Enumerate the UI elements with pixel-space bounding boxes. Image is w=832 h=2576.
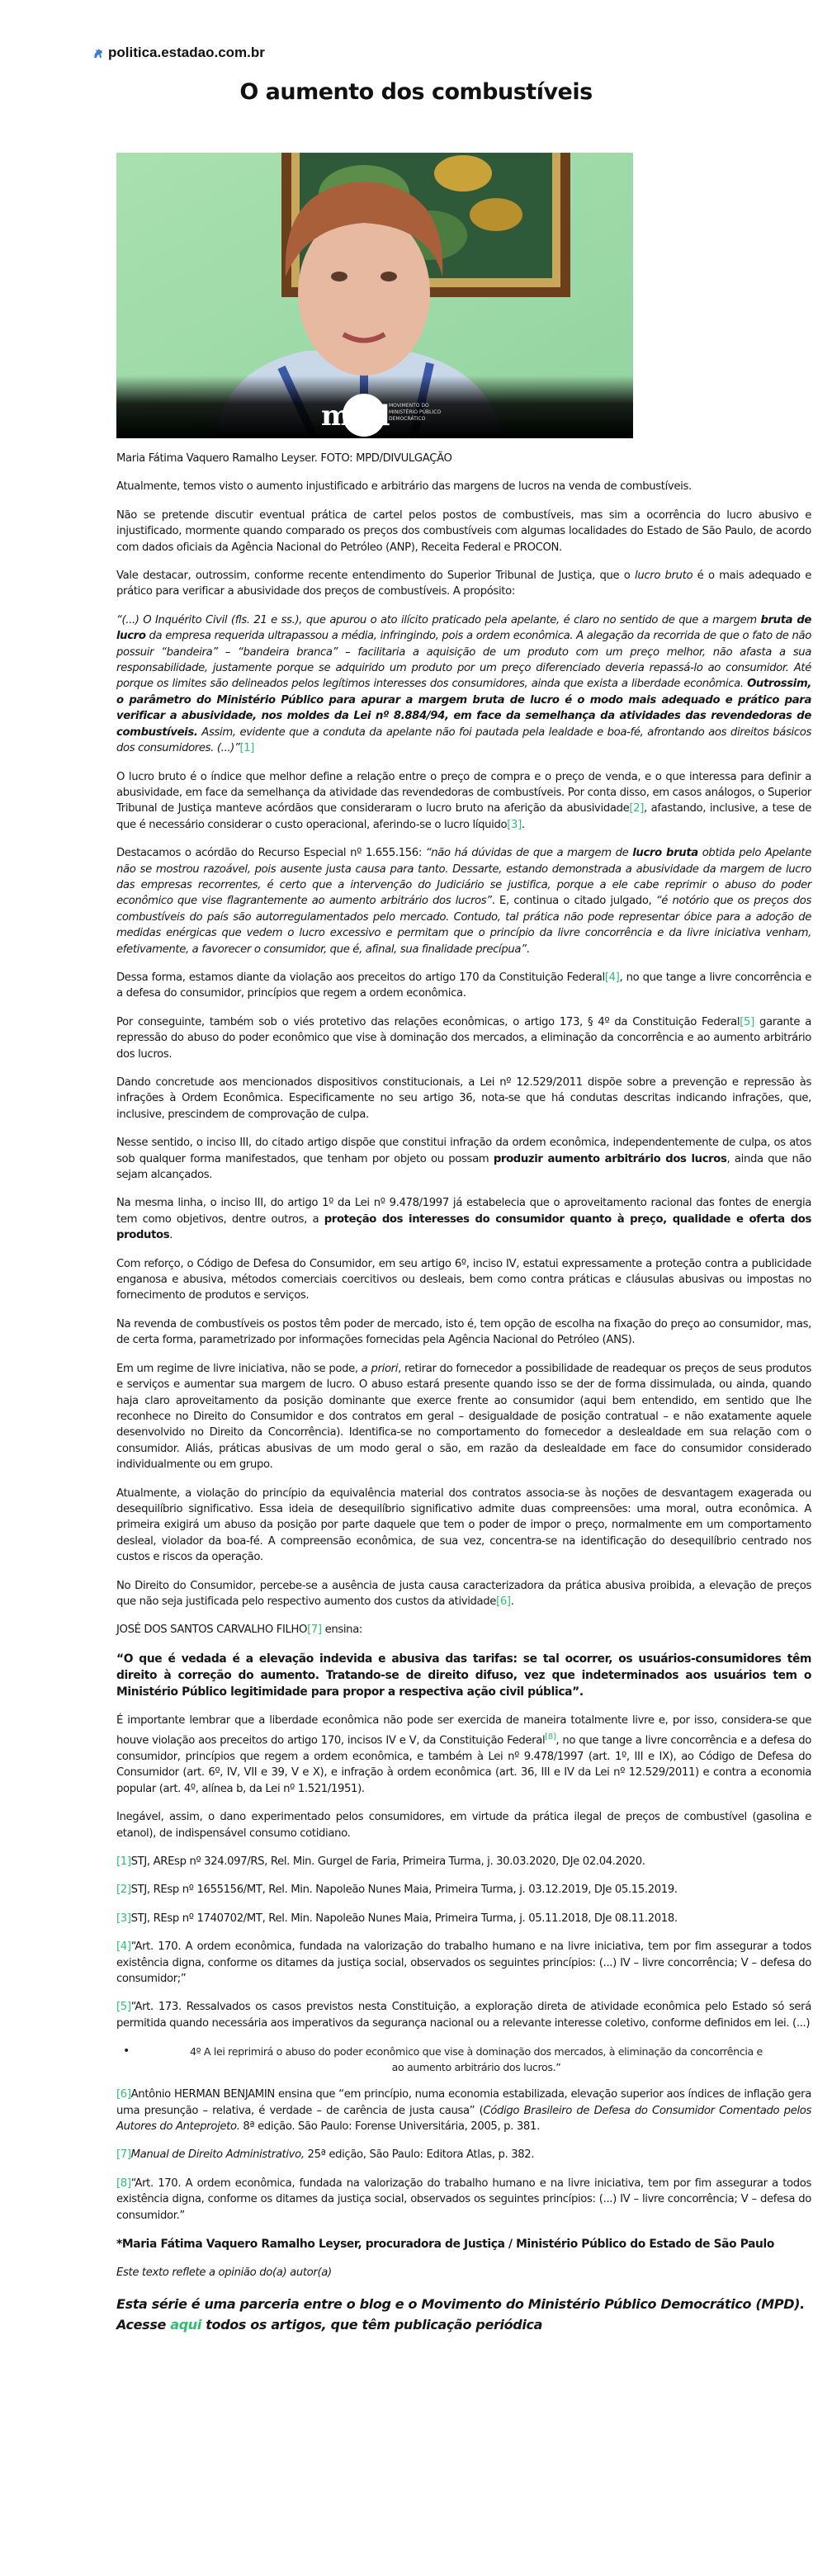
footnote-ref-3[interactable]: [3] (507, 818, 522, 831)
paragraph: É importante lembrar que a liberdade econômica não pode ser exercida de maneira totalmente livre e, por isso, considera-se que houve violação aos preceitos do artigo 170, incisos IV e V, da Constituição Federal[8], no que tange a livre concorrência e a defesa do consumidor, princípios que regem a ordem econômica, e também à Lei nº 9.478/1997 (art. 1º, III e IX), ao Código de Defesa do Consumidor (art. 6º, IV, VII e 39, V e X), e infração à ordem econômica (art. 36, III e IV da Lei nº 12.529/2011) e contra a economia popular (art. 4º, alínea b, da Lei nº 1.521/1951). (116, 1713, 811, 1795)
paragraph: Inegável, assim, o dano experimentado pelos consumidores, em virtude da prática ilegal de preços de combustível (gasolina e etanol), de indispensável consumo cotidiano. (116, 1811, 811, 1840)
footnote-backlink-2[interactable]: [2] (116, 1884, 131, 1897)
paragraph: Destacamos o acórdão do Recurso Especial nº 1.655.156: “não há dúvidas de que a margem de lucro bruta obtida pelo Apelante não se mostrou razoável, pois ausente justa causa para tanto. Dessarte, estando demonstrada a abusividade da margem de lucro das empresas recorrentes, é certo que a intervenção do Judiciário se justifica, porque a ele cabe reprimir o abuso do poder econômico que vise flagrantemente ao aumento arbitrário dos lucros”. E, continua o citado julgado, “é notório que os preços dos combustíveis do país são autorregulamentados pelo mercado. Contudo, tal prática não pode representar óbice para a adoção de medidas enérgicas que vedem o lucro excessivo e permitam que o princípio da livre concorrência e da livre iniciativa venham, efetivamente, a favorecer o consumidor, que é, afinal, sua finalidade precípua”. (116, 847, 812, 956)
paragraph: No Direito do Consumidor, percebe-se a ausência de justa causa caracterizadora da prática abusiva proibida, a elevação de preços que não seja justificada pelo respectivo aumento dos custos da atividade[6]. (116, 1579, 811, 1608)
author-photo-illustration (116, 153, 633, 438)
mpd-watermark-text: mpd (321, 399, 390, 432)
footnote-backlink-1[interactable]: [1] (116, 1855, 131, 1869)
author-bio: *Maria Fátima Vaquero Ramalho Leyser, procuradora de Justiça / Ministério Público do Estado de São Paulo (116, 2238, 775, 2252)
paragraph: Com reforço, o Código de Defesa do Consumidor, em seu artigo 6º, inciso IV, estatui expressamente a proteção contra a publicidade enganosa e abusiva, métodos comerciais coercitivos ou desleais, bem como contra práticas e cláusulas abusivas ou impostas no fornecimento de produtos e serviços. (116, 1257, 811, 1302)
paragraph: Em um regime de livre iniciativa, não se pode, a priori, retirar do fornecedor a possibilidade de readequar os preços de seus produtos e serviços e aumentar sua margem de lucro. O abuso estará presente quando isso se der de forma dissimulada, ou ainda, quando haja claro aproveitamento da posição dominante que exerce frente ao consumidor (aqui bem entendido, em sentido que lhe reconhece no Direito do Consumidor e dos contratos em geral – desigualdade de posição contratual – e não exatamente aquele desenvolvido no Direito da Concorrência). Identifica-se no comportamento do fornecedor a deslealdade em sua relação com o consumidor. Aliás, práticas abusivas de um modo geral o são, em razão da deslealdade em face do consumidor considerado individualmente ou em grupo. (116, 1362, 811, 1472)
footnote-1: [1]STJ, AREsp nº 324.097/RS, Rel. Min. Gurgel de Faria, Primeira Turma, j. 30.03.2020, DJe 02.04.2020. (116, 1855, 645, 1869)
footnote-backlink-7[interactable]: [7] (116, 2148, 131, 2162)
footnote-ref-5[interactable]: [5] (740, 1015, 754, 1028)
paragraph: Atualmente, temos visto o aumento injustificado e arbitrário das margens de lucros na venda de combustíveis. (116, 480, 692, 494)
footnote-7: [7]Manual de Direito Administrativo, 25ª edição, São Paulo: Editora Atlas, p. 382. (116, 2148, 535, 2162)
paragraph: O lucro bruto é o índice que melhor define a relação entre o preço de compra e o preço de venda, e o que interessa para definir a abusividade, em face da semelhança da atividade das revendedoras de combustíveis. Por conta disso, em casos análogos, o Superior Tribunal de Justiça manteve acórdãos que consideraram o lucro bruto na aferição da abusividade[2], afastando, inclusive, a tese de que é necessário considerar o custo operacional, aferindo-se o lucro líquido[3]. (116, 770, 812, 831)
footnote-ref-1[interactable]: [1] (239, 742, 255, 755)
footnote-5-list (116, 2044, 811, 2075)
footnote-6: [6]Antônio HERMAN BENJAMIN ensina que “em princípio, numa economia estabilizada, elevação superior aos índices de inflação gera uma presunção – relativa, é verdade – de carência de justa causa” (Código Brasileiro de Defesa do Consumidor Comentado pelos Autores do Anteprojeto. 8ª edição. São Paulo: Forense Universitária, 2005, p. 381. (116, 2088, 812, 2134)
bold-quote: “O que é vedada é a elevação indevida e abusiva das tarifas: se tal ocorrer, os usuários-consumidores têm direito à correção do aumento. Tratando-se de direito difuso, vez que indeterminados aos usuários tem o Ministério Público legitimidade para propor a respectiva ação civil pública”. (116, 1652, 811, 1699)
footnote-backlink-3[interactable]: [3] (116, 1912, 131, 1925)
article-body (116, 451, 811, 2347)
site-domain[interactable]: politica.estadao.com.br (108, 45, 265, 60)
footnote-2: [2]STJ, REsp nº 1655156/MT, Rel. Min. Napoleão Nunes Maia, Primeira Turma, j. 03.12.2019, DJe 05.15.2019. (116, 1884, 678, 1897)
footnote-backlink-6[interactable]: [6] (116, 2088, 131, 2101)
estadao-knight-icon (92, 47, 104, 59)
footnote-4: [4]“Art. 170. A ordem econômica, fundada na valorização do trabalho humano e na livre iniciativa, tem por fim assegurar a todos existência digna, conforme os ditames da justiça social, observados os seguintes princípios: (...) IV – livre concorrência; V – defesa do consumidor;” (116, 1940, 811, 1986)
paragraph: Dessa forma, estamos diante da violação aos preceitos do artigo 170 da Constituição Federal[4], no que tange a livre concorrência e a defesa do consumidor, princípios que regem a ordem econômica. (116, 971, 811, 1000)
footnote-ref-4[interactable]: [4] (604, 971, 620, 984)
photo-caption: Maria Fátima Vaquero Ramalho Leyser. FOTO: MPD/DIVULGAÇÃO (116, 452, 452, 465)
footnote-8: [8]“Art. 170. A ordem econômica, fundada na valorização do trabalho humano e na livre iniciativa, tem por fim assegurar a todos existência digna, conforme os ditames da justiça social, observados os seguintes princípios: (...) IV – livre concorrência; V – defesa do consumidor.” (116, 2177, 811, 2222)
footnote-ref-2[interactable]: [2] (629, 802, 645, 815)
svg-text:DEMOCRÁTICO: DEMOCRÁTICO (389, 416, 426, 422)
paragraph: Na mesma linha, o inciso III, do artigo 1º da Lei nº 9.478/1997 já estabelecia que o aproveitamento racional das fontes de energia tem como objetivos, dentre outros, a proteção dos interesses do consumidor quanto à preço, qualidade e oferta dos produtos. (116, 1197, 811, 1242)
paragraph: Vale destacar, outrossim, conforme recente entendimento do Superior Tribunal de Justiça, que o lucro bruto é o mais adequado e prático para verificar a abusividade dos preços de combustíveis. A propósito: (116, 570, 811, 598)
paragraph: Nesse sentido, o inciso III, do citado artigo dispõe que constitui infração da ordem econômica, independentemente de culpa, os atos sob qualquer forma manifestados, que tenham por objeto ou possam produzir aumento arbitrário dos lucros, ainda que não sejam alcançados. (116, 1137, 812, 1182)
paragraph: Atualmente, a violação do princípio da equivalência material dos contratos associa-se às noções de desvantagem exagerada ou desequilíbrio significativo. Essa ideia de desequilíbrio significativo admite duas compreensões: uma moral, outra econômica. A primeira exigirá um abuso da posição por parte daquele que tem o poder de impor o preço, normalmente em um comportamento desleal, violador da boa-fé. A compreensão econômica, de sua vez, concentra-se na identificação do desequilíbrio centrado nos custos e riscos da operação. (116, 1487, 811, 1564)
footnote-5: [5]“Art. 173. Ressalvados os casos previstos nesta Constituição, a exploração direta de atividade econômica pelo Estado só será permitida quando necessária aos imperativos da segurança nacional ou a relevante interesse coletivo, conforme definidos em lei. (...) (116, 2001, 811, 2030)
site-header (92, 45, 265, 61)
author-photo (116, 153, 633, 438)
paragraph: Dando concretude aos mencionados dispositivos constitucionais, a Lei nº 12.529/2011 dispõe sobre a prevenção e repressão às infrações à Ordem Econômica. Especificamente no seu artigo 36, nota-se que há condutas descritas indicando infrações, que, inclusive, prescindem de comprovação de culpa. (116, 1076, 811, 1121)
footnote-5-bullet: • 4º A lei reprimirá o abuso do poder econômico que vise à dominação dos mercados, à eliminação da concorrência e ao aumento arbitrário dos lucros.” (116, 2044, 811, 2075)
series-note: Esta série é uma parceria entre o blog e o Movimento do Ministério Público Democrático (MPD). Acesse aqui todos os artigos, que têm publicação periódica (116, 2295, 805, 2333)
series-link[interactable]: aqui (170, 2316, 201, 2333)
footnote-3: [3]STJ, REsp nº 1740702/MT, Rel. Min. Napoleão Nunes Maia, Primeira Turma, j. 05.11.2018, DJe 08.11.2018. (116, 1912, 678, 1925)
opinion-disclaimer: Este texto reflete a opinião do(a) autor(a) (116, 2266, 332, 2280)
article-title: O aumento dos combustíveis (239, 79, 593, 105)
paragraph: JOSÉ DOS SANTOS CARVALHO FILHO[7] ensina: (116, 1624, 363, 1637)
footnote-backlink-5[interactable]: [5] (116, 2001, 131, 2014)
footnote-ref-8[interactable]: [8] (545, 1732, 556, 1742)
footnote-ref-7[interactable]: [7] (307, 1624, 322, 1637)
paragraph: Não se pretende discutir eventual prática de cartel pelos postos de combustíveis, mas sim a ocorrência do lucro abusivo e injustificado, mormente quando comparado os preços dos combustíveis com algumas localidades do Estado de São Paulo, de acordo com dados oficiais da Agência Nacional do Petróleo (ANP), Receita Federal e PROCON. (116, 508, 811, 554)
svg-text:MOVIMENTO DO: MOVIMENTO DO (389, 403, 429, 409)
quote-paragraph: “(...) O Inquérito Civil (fls. 21 e ss.), que apurou o ato ilícito praticado pela apelante, é claro no sentido de que a margem bruta de lucro da empresa requerida ultrapassou a média, infringindo, pois a ordem econômica. A alegação da recorrida de que o fato de não possuir “bandeira” – “bandeira branca” – facilitaria a aquisição de um produto com um preço melhor, não afasta a sua responsabilidade, justamente porque se adquirido um produto por um preço diferenciado deveria repassá-lo ao consumidor. Até porque os limites são delineados pelos legítimos interesses dos consumidores, ainda que exista a liberdade econômica. Outrossim, o parâmetro do Ministério Público para apurar a margem bruta de lucro é o modo mais adequado e prático para verificar a abusividade, nos moldes da Lei nº 8.884/94, em face da semelhança da atividades das revendedoras de combustíveis. Assim, evidente que a conduta da apelante não foi pautada pela lealdade e boa-fé, afrontando aos direitos básicos dos consumidores. (...)”[1] (116, 613, 812, 755)
paragraph: Na revenda de combustíveis os postos têm poder de mercado, isto é, tem opção de escolha na fixação do preço ao consumidor, mas, de certa forma, parametrizado por informações fornecidas pela Agência Nacional do Petróleo (ANS). (116, 1317, 811, 1347)
footnote-backlink-8[interactable]: [8] (116, 2177, 131, 2190)
paragraph: Por conseguinte, também sob o viés protetivo das relações econômicas, o artigo 173, § 4º da Constituição Federal[5] garante a repressão do abuso do poder econômico que vise à dominação dos mercados, a eliminação da concorrência e ao aumento arbitrário dos lucros. (116, 1015, 811, 1061)
footnote-backlink-4[interactable]: [4] (116, 1940, 131, 1954)
svg-text:MINISTÉRIO PÚBLICO: MINISTÉRIO PÚBLICO (389, 409, 442, 415)
footnote-ref-6[interactable]: [6] (496, 1595, 511, 1608)
